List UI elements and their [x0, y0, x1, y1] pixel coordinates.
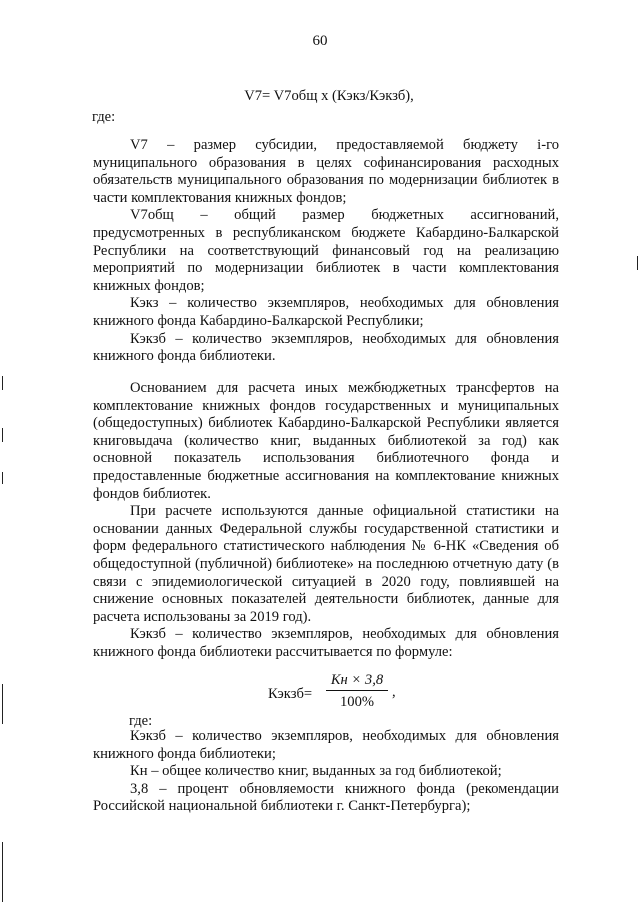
paragraph-v7: V7 – размер субсидии, предоставляемой бюджету i-го муниципального образования в целях софинансирования расходных обязательств муниципального образования по модернизации библиотек в части комплектования книжных фондов;	[93, 137, 559, 206]
formula-trailing-comma: ,	[392, 684, 396, 700]
formula-denominator: 100%	[339, 694, 375, 710]
formula-v7: V7= V7общ x (Кэкз/Кэкзб),	[244, 88, 414, 104]
paragraph-kekzb: Кэкзб – количество экземпляров, необходимых для обновления книжного фонда библиотеки.	[93, 330, 559, 365]
scan-margin-line	[2, 376, 3, 390]
paragraph-kekzb-formula-intro: Кэкзб – количество экземпляров, необходимых для обновления книжного фонда библиотеки рассчитывается по формуле:	[93, 626, 559, 660]
scan-margin-line	[637, 256, 638, 270]
scan-margin-line	[2, 684, 3, 724]
formula-kekzb-label: Кэкзб=	[268, 686, 313, 702]
paragraph-kekz: Кэкз – количество экземпляров, необходимых для обновления книжного фонда Кабардино-Балкарской Республики;	[93, 295, 559, 329]
scan-margin-line	[2, 842, 3, 902]
page-number: 60	[312, 33, 328, 49]
paragraph-kn-def: Кн – общее количество книг, выданных за год библиотекой;	[130, 763, 502, 780]
where-label: где:	[92, 109, 116, 125]
definitions-block-2	[93, 728, 559, 816]
where-label-2: где:	[129, 713, 153, 729]
basis-block	[93, 380, 559, 662]
paragraph-kekzb-def: Кэкзб – количество экземпляров, необходимых для обновления книжного фонда библиотеки;	[93, 728, 559, 762]
fraction-bar	[326, 690, 388, 691]
paragraph-statistics: При расчете используются данные официальной статистики на основании данных Федеральной службы государственной статистики и форм федерального статистического наблюдения № 6-НК «Сведения об общедоступной (публичной) библиотеке» на последнюю отчетную дату (в связи с эпидемиологической ситуацией в 2020 году, повлиявшей на снижение основных показателей деятельности библиотек, данные для расчета использованы за 2019 год).	[93, 503, 559, 625]
formula-numerator: Кн × 3,8	[330, 672, 384, 688]
scan-margin-line	[2, 472, 3, 484]
paragraph-3-8-def: 3,8 – процент обновляемости книжного фонда (рекомендации Российской национальной библиотеки г. Санкт-Петербурга);	[93, 780, 559, 815]
paragraph-basis: Основанием для расчета иных межбюджетных трансфертов на комплектование книжных фондов государственных и муниципальных (общедоступных) библиотек Кабардино-Балкарской Республики является книговыдача (количество книг, выданных библиотекой за год) как основной показатель использования библиотечного фонда и предоставленные бюджетные ассигнования на комплектование книжных фондов библиотек.	[93, 380, 559, 502]
paragraph-v7-total: V7общ – общий размер бюджетных ассигнований, предусмотренных в республиканском бюджете Кабардино-Балкарской Республики на соответствующий финансовый год на реализацию мероприятий по модернизации библиотек в части комплектования книжных фондов;	[93, 207, 559, 294]
definitions-block-1	[93, 137, 559, 366]
scan-margin-line	[2, 428, 3, 442]
formula-kekzb-fraction	[326, 671, 388, 711]
